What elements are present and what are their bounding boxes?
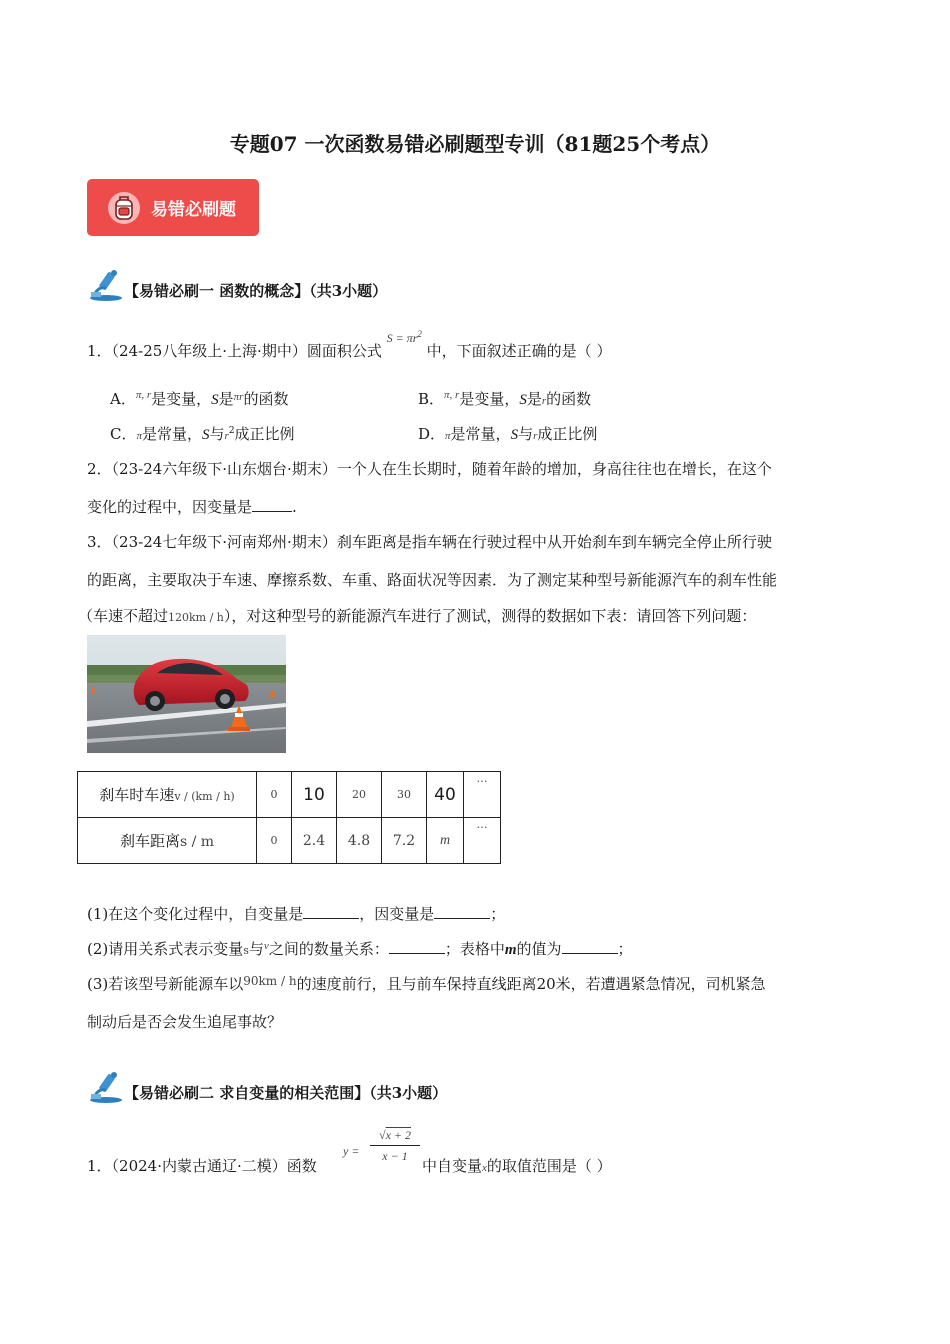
table-cell: 0: [257, 818, 292, 864]
table-cell: 2.4: [292, 818, 337, 864]
badge-label: 易错必刷题: [151, 200, 236, 220]
function-fraction: [370, 1128, 420, 1164]
var-s: S: [510, 427, 519, 443]
section-heading-1-text: 【易错必刷一 函数的概念】（共3小题）: [124, 282, 388, 300]
var-v: v: [263, 940, 269, 952]
question-text: （23-24七年级下·河南郑州·期末）刹车距离是指车辆在行驶过程中从开始刹车到车辆完全停止所行驶: [111, 533, 772, 551]
var-pi: π: [136, 430, 142, 442]
var-r: r: [541, 395, 547, 407]
braking-data-table: [77, 771, 501, 864]
var-m: m: [504, 942, 517, 958]
option-text: 的函数: [546, 390, 592, 408]
section-heading-2-text: 【易错必刷二 求自变量的相关范围】（共3小题）: [124, 1084, 448, 1102]
option-a[interactable]: [110, 388, 288, 409]
option-text: 成正比例: [234, 425, 295, 443]
answer-blank[interactable]: [252, 511, 292, 512]
speed-limit: 120km / h: [168, 611, 224, 624]
option-text: 是: [526, 390, 542, 408]
question-4-stem-end: [422, 1155, 612, 1176]
option-text: 的函数: [243, 390, 289, 408]
question-text: (3)若该型号新能源车以: [87, 975, 244, 993]
row-header-speed: [78, 772, 257, 818]
numerator-text: x + 2: [385, 1128, 412, 1142]
question-text: （23-24六年级下·山东烟台·期末）一个人在生长期时，随着年龄的增加，身高往往也在增长，在这个: [111, 460, 772, 478]
question-number: 2．: [87, 460, 112, 478]
subquestion-1: [87, 903, 505, 924]
var-s: S: [202, 427, 210, 443]
option-vars: π, r: [135, 389, 152, 401]
question-text: ，因变量是: [359, 905, 435, 923]
option-text: 是常量，: [142, 425, 203, 443]
question-3-line-1: [87, 531, 772, 552]
microscope-icon: [88, 268, 128, 302]
section-heading-1: [124, 280, 387, 301]
speed-value: 90km / h: [243, 974, 297, 988]
area-formula: [387, 331, 422, 345]
var-s: S: [519, 392, 527, 408]
option-text: 与: [518, 425, 534, 443]
document-title: 专题07 一次函数易错必刷题型专训（81题25个考点）: [229, 132, 721, 156]
option-label: A．: [110, 390, 136, 408]
table-cell: 0: [257, 772, 292, 818]
table-cell: 10: [292, 772, 337, 818]
question-text: (1)在这个变化过程中，自变量是: [87, 905, 304, 923]
subquestion-3-line-2: 制动后是否会发生追尾事故？: [87, 1013, 283, 1031]
question-text-end: .: [292, 498, 297, 516]
option-c[interactable]: [110, 423, 295, 444]
car-test-photo: [87, 635, 286, 753]
row-label: 刹车距离: [119, 832, 180, 850]
option-b[interactable]: [418, 388, 591, 409]
option-text: 成正比例: [537, 425, 598, 443]
var-pir: πr: [233, 391, 244, 403]
function-y: y =: [343, 1144, 360, 1158]
option-vars: π, r: [444, 389, 460, 401]
answer-blank[interactable]: [389, 953, 445, 954]
var-x: x: [482, 1162, 487, 1174]
option-text: 是变量，: [459, 390, 520, 408]
question-text: 之间的数量关系：: [268, 940, 389, 958]
question-text: ；表格中: [444, 940, 505, 958]
microscope-icon: [88, 1070, 128, 1104]
option-d[interactable]: [418, 423, 597, 444]
table-cell: 20: [337, 772, 382, 818]
subquestion-2: [87, 938, 633, 959]
option-label: C．: [110, 425, 137, 443]
answer-blank[interactable]: [434, 918, 490, 919]
fraction-denominator: x − 1: [382, 1149, 408, 1163]
var-pi: π: [445, 430, 451, 442]
option-label: D．: [418, 425, 446, 443]
option-text: 是变量，: [151, 390, 212, 408]
question-text-end: 中，下面叙述正确的是（ ）: [426, 342, 612, 360]
option-label: B．: [418, 390, 445, 408]
subquestion-3: [87, 973, 766, 994]
question-2-line-1: [87, 458, 772, 479]
question-text: ；: [490, 905, 506, 923]
question-text: （24-25八年级上·上海·期中）圆面积公式: [111, 342, 382, 360]
table-cell: …: [464, 772, 501, 818]
var-r: r: [224, 430, 229, 442]
var-s: S: [211, 392, 219, 408]
question-text: (2)请用关系式表示变量: [87, 940, 244, 958]
table-cell: 4.8: [337, 818, 382, 864]
option-text: 是常量，: [450, 425, 511, 443]
var-r: r: [533, 430, 538, 442]
table-cell: …: [464, 818, 501, 864]
question-text: （2024·内蒙古通辽·二模）函数: [111, 1157, 317, 1175]
question-text: （车速不超过: [78, 607, 169, 625]
formula-exponent: 2: [417, 329, 422, 339]
row-unit: s / m: [179, 834, 215, 850]
sqrt-symbol: √: [378, 1128, 386, 1142]
exponent: 2: [228, 426, 235, 436]
table-cell: 40: [427, 772, 464, 818]
question-4-stem: [87, 1155, 317, 1176]
answer-blank[interactable]: [562, 953, 618, 954]
question-text: 中自变量: [422, 1157, 483, 1175]
row-header-distance: [78, 818, 257, 864]
var-s: s: [243, 944, 249, 957]
backpack-icon: [107, 191, 141, 229]
question-2-line-2: [87, 496, 297, 517]
table-row: [78, 818, 501, 864]
table-row: [78, 772, 501, 818]
question-3-line-2: 的距离，主要取决于车速、摩擦系数、车重、路面状况等因素．为了测定某种型号新能源汽车的刹车性能: [87, 571, 778, 589]
table-cell: 30: [382, 772, 427, 818]
formula-text: S = πr: [386, 331, 418, 345]
question-number: 1．: [87, 1157, 112, 1175]
table-cell: m: [427, 818, 464, 864]
question-number: 1．: [87, 342, 112, 360]
option-text: 与: [209, 425, 225, 443]
option-text: 是: [218, 390, 234, 408]
row-unit: v / (km / h): [174, 790, 235, 803]
topic-badge: [87, 179, 259, 236]
question-number: 3．: [87, 533, 112, 551]
question-text: ；: [617, 940, 633, 958]
question-text: 的取值范围是（ ）: [486, 1157, 612, 1175]
section-heading-2: [124, 1082, 447, 1103]
question-3-line-3: [78, 605, 756, 626]
question-text: ），对这种型号的新能源汽车进行了测试，测得的数据如下表：请回答下列问题：: [223, 607, 757, 625]
question-text: 与: [248, 940, 264, 958]
answer-blank[interactable]: [303, 918, 359, 919]
question-text: 变化的过程中，因变量是: [87, 498, 253, 516]
table-cell: 7.2: [382, 818, 427, 864]
question-text: 的速度前行，且与前车保持直线距离20米，若遭遇紧急情况，司机紧急: [296, 975, 766, 993]
fraction-numerator: [370, 1128, 420, 1146]
question-text: 的值为: [516, 940, 562, 958]
row-label: 刹车时车速: [99, 786, 175, 804]
